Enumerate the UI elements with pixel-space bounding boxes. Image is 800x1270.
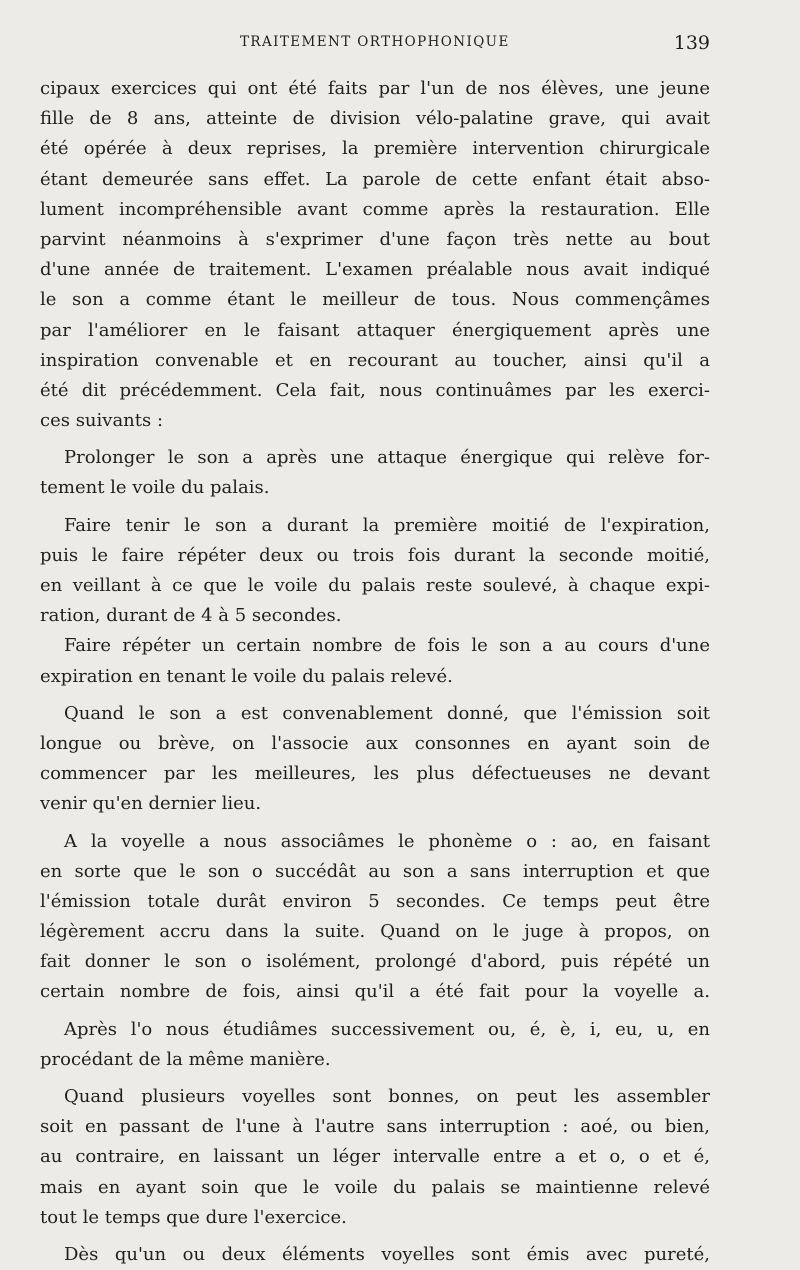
page-header (40, 34, 710, 58)
text-line: Dès qu'un ou deux éléments voyelles sont émis avec pureté, (64, 1243, 710, 1265)
text-line: mais en ayant soin que le voile du palais se maintienne relevé (40, 1176, 710, 1198)
text-line: longue ou brève, on l'associe aux consonnes en ayant soin de (40, 732, 710, 754)
text-line: été dit précédemment. Cela fait, nous continuâmes par les exerci- (40, 379, 710, 401)
running-title: TRAITEMENT ORTHOPHONIQUE (240, 34, 510, 50)
text-line: lument incompréhensible avant comme après la restauration. Elle (40, 198, 710, 220)
text-line: A la voyelle a nous associâmes le phonème o : ao, en faisant (64, 830, 710, 852)
text-line: ration, durant de 4 à 5 secondes. (40, 605, 342, 627)
text-line: soit en passant de l'une à l'autre sans interruption : aoé, ou bien, (40, 1116, 710, 1138)
text-line: fait donner le son o isolément, prolongé d'abord, puis répété un (40, 951, 710, 973)
text-line: procédant de la même manière. (40, 1048, 331, 1070)
text-line: parvint néanmoins à s'exprimer d'une façon très nette au bout (40, 228, 710, 250)
text-line: Quand le son a est convenablement donné, que l'émission soit (64, 702, 710, 724)
text-line: fille de 8 ans, atteinte de division vélo-palatine grave, qui avait (40, 108, 710, 130)
text-line: Après l'o nous étudiâmes successivement ou, é, è, i, eu, u, en (64, 1018, 710, 1040)
text-line: venir qu'en dernier lieu. (40, 793, 262, 815)
text-line: le son a comme étant le meilleur de tous. Nous commençâmes (40, 289, 710, 311)
text-line: expiration en tenant le voile du palais relevé. (40, 665, 453, 687)
text-line: en sorte que le son o succédât au son a sans interruption et que (40, 860, 710, 882)
text-line: Prolonger le son a après une attaque énergique qui relève for- (64, 447, 710, 469)
text-line: étant demeurée sans effet. La parole de cette enfant était abso- (40, 168, 710, 190)
text-line: légèrement accru dans la suite. Quand on le juge à propos, on (40, 921, 710, 943)
text-line: cipaux exercices qui ont été faits par l'un de nos élèves, une jeune (40, 78, 710, 99)
text-line: au contraire, en laissant un léger intervalle entre a et o, o et é, (40, 1146, 710, 1168)
text-line: d'une année de traitement. L'examen préalable nous avait indiqué (40, 259, 710, 281)
text-line: l'émission totale durât environ 5 secondes. Ce temps peut être (40, 890, 710, 912)
text-line: Faire répéter un certain nombre de fois le son a au cours d'une (64, 635, 710, 657)
text-line: commencer par les meilleures, les plus défectueuses ne devant (40, 763, 710, 785)
text-line: par l'améliorer en le faisant attaquer énergiquement après une (40, 319, 710, 341)
text-line: en veillant à ce que le voile du palais reste soulevé, à chaque expi- (40, 575, 710, 596)
text-line: ces suivants : (40, 410, 164, 432)
text-line: Quand plusieurs voyelles sont bonnes, on peut les assembler (64, 1086, 710, 1107)
text-line: tement le voile du palais. (40, 477, 270, 499)
text-line: Faire tenir le son a durant la première moitié de l'expiration, (64, 514, 710, 536)
text-line: certain nombre de fois, ainsi qu'il a été fait pour la voyelle a. (40, 981, 710, 1003)
text-line: été opérée à deux reprises, la première intervention chirurgicale (40, 138, 710, 160)
text-line: puis le faire répéter deux ou trois fois durant la seconde moitié, (40, 544, 710, 566)
body-text (40, 74, 710, 1270)
text-line: tout le temps que dure l'exercice. (40, 1206, 347, 1228)
text-line: inspiration convenable et en recourant au toucher, ainsi qu'il a (40, 349, 710, 371)
page-number: 139 (673, 32, 710, 54)
